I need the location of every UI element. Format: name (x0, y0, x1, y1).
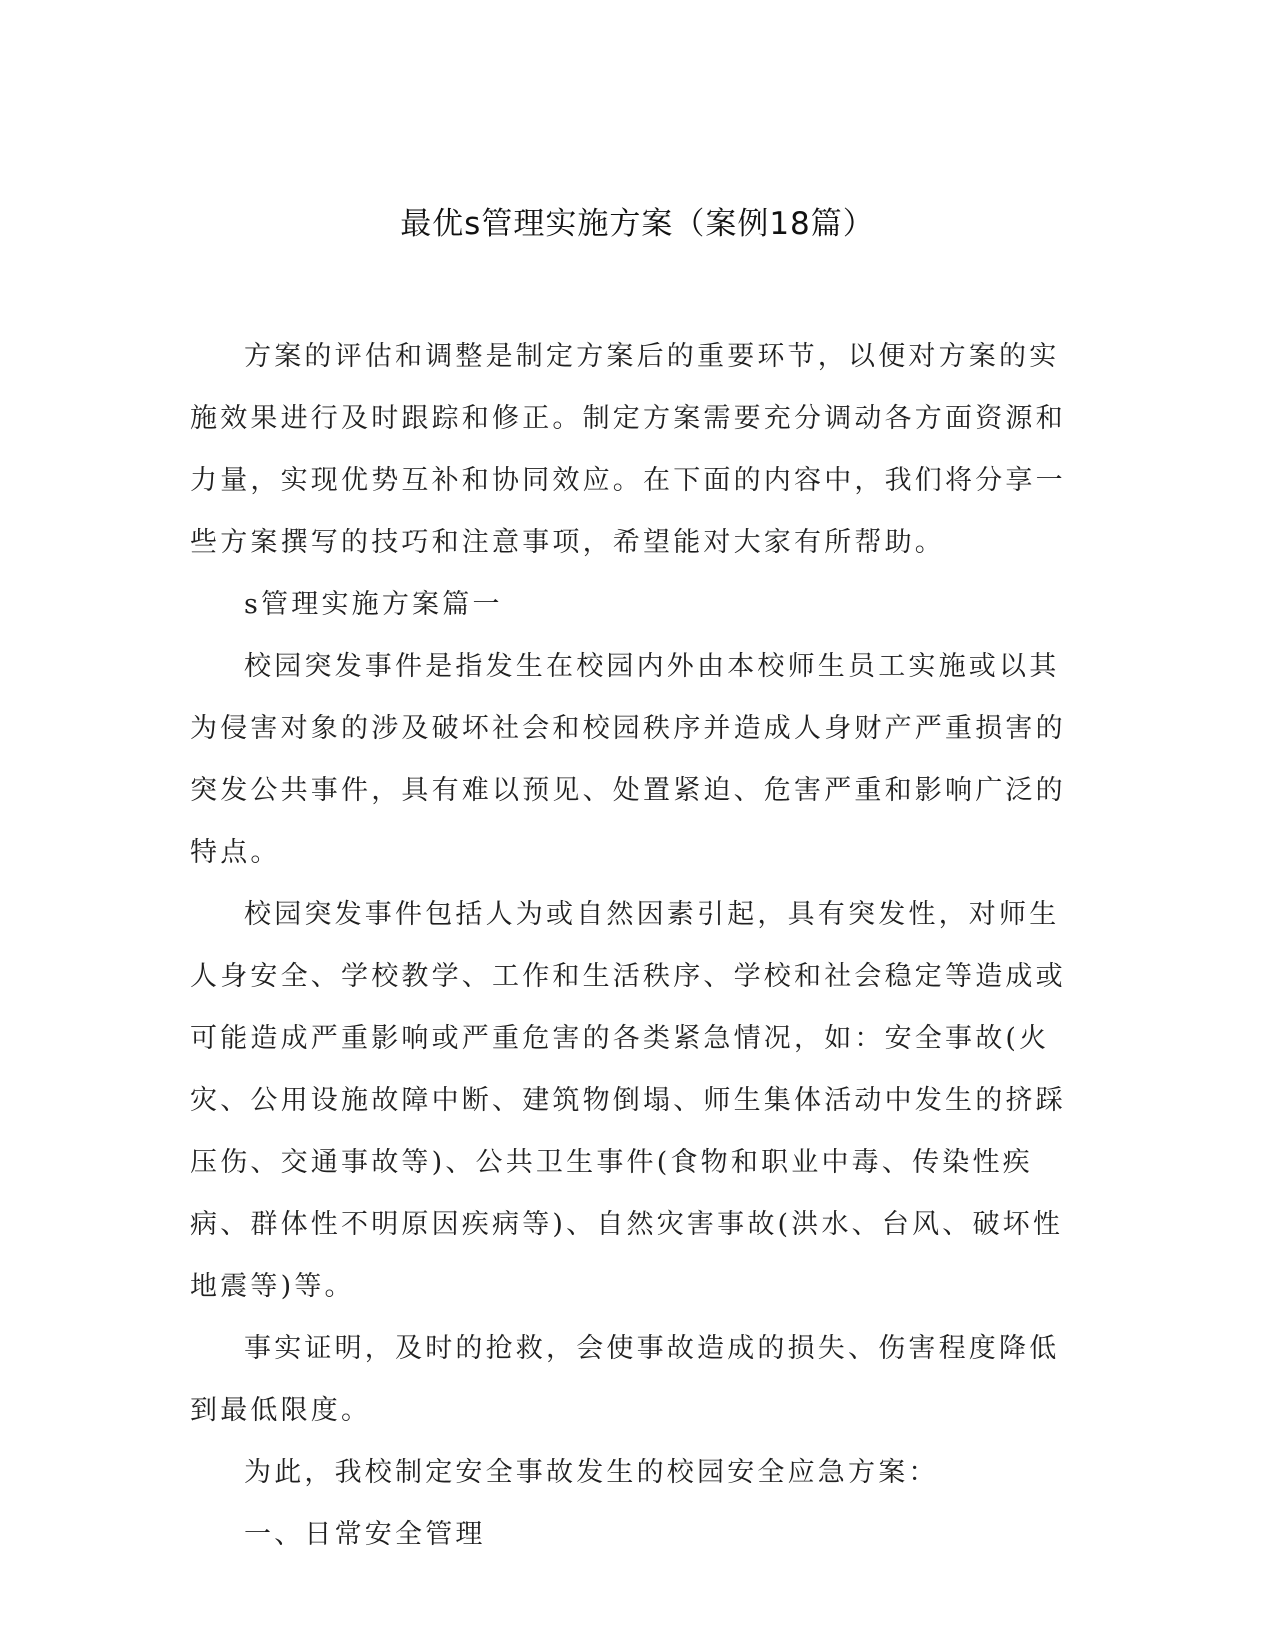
body-paragraph: 校园突发事件是指发生在校园内外由本校师生员工实施或以其为侵害对象的涉及破坏社会和校园秩序并造成人身财产严重损害的突发公共事件，具有难以预见、处置紧迫、危害严重和影响广泛的特点。 (190, 651, 1066, 868)
body-paragraph: 校园突发事件包括人为或自然因素引起，具有突发性，对师生人身安全、学校教学、工作和生活秩序、学校和社会稳定等造成或可能造成严重影响或严重危害的各类紧急情况，如：安全事故(火灾、公用设施故障中断、建筑物倒塌、师生集体活动中发生的挤踩压伤、交通事故等)、公共卫生事件(食物和职业中毒、传染性疾病、群体性不明原因疾病等)、自然灾害事故(洪水、台风、破坏性地震等)等。 (190, 899, 1066, 1302)
body-paragraph: 为此，我校制定安全事故发生的校园安全应急方案： (244, 1457, 939, 1488)
document-title: 最优s管理实施方案（案例18篇） (400, 206, 875, 242)
body-paragraph: 事实证明，及时的抢救，会使事故造成的损失、伤害程度降低到最低限度。 (190, 1333, 1060, 1426)
section-heading: s管理实施方案篇一 (244, 589, 503, 620)
intro-paragraph: 方案的评估和调整是制定方案后的重要环节，以便对方案的实施效果进行及时跟踪和修正。制定方案需要充分调动各方面资源和力量，实现优势互补和协同效应。在下面的内容中，我们将分享一些方案撰写的技巧和注意事项，希望能对大家有所帮助。 (190, 341, 1066, 558)
subsection-heading: 一、日常安全管理 (244, 1519, 486, 1550)
document-body (190, 326, 1080, 1566)
